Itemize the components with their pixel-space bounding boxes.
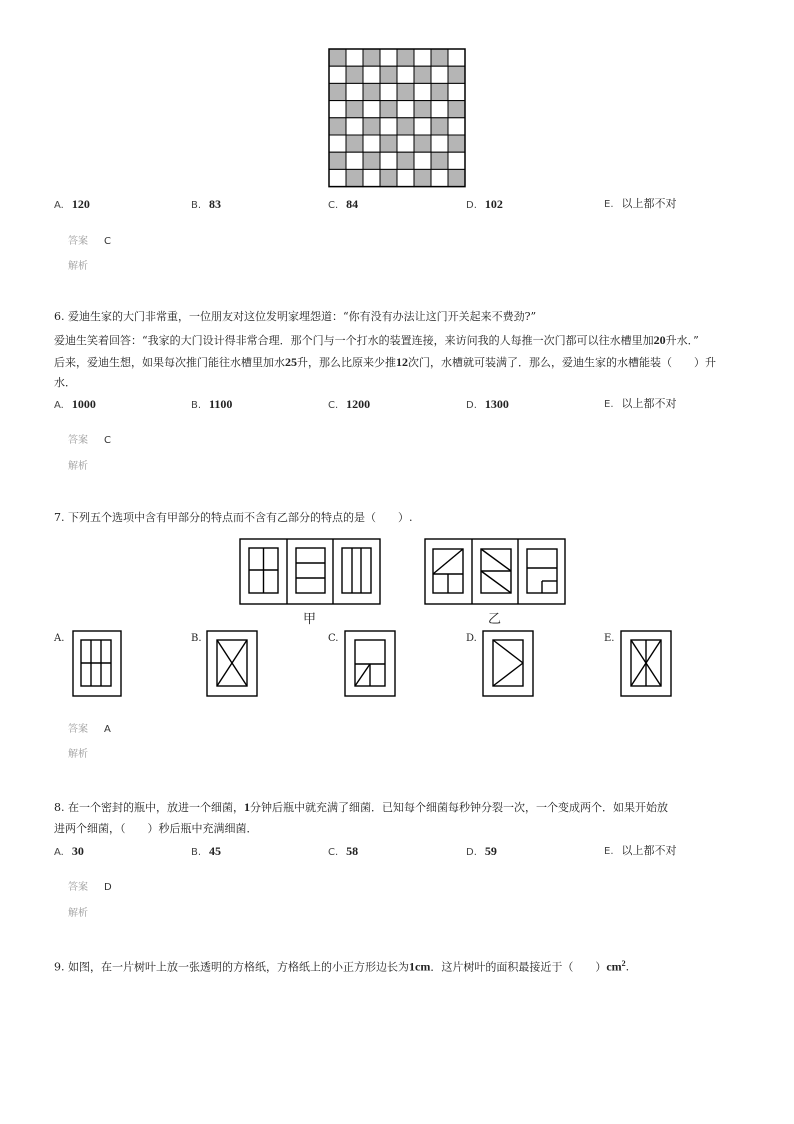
option-value: 30 [71,844,84,858]
q8-stem-line1 [54,798,668,817]
checker-cell [448,152,465,169]
checker-cell [346,169,363,186]
analysis-label: 解析 [68,461,88,472]
text: 后来，爱迪生想，如果每次推门能往水槽里加水 [54,356,285,369]
checker-cell [448,49,465,66]
checker-cell [414,152,431,169]
q7-option-b-figure[interactable] [206,630,258,698]
q8-analysis [68,904,88,919]
jia-cell3-frame [342,548,371,593]
checker-cell [380,66,397,83]
text: 升水．” [665,334,699,347]
q8-option-e[interactable] [604,844,677,859]
checker-cell [397,152,414,169]
q6-option-e[interactable] [604,397,677,412]
checker-cell [431,135,448,152]
number: 25 [285,355,297,369]
text: 升，那么比原来少推 [297,356,396,369]
option-d-line [493,663,523,686]
yi-cell2-line [481,571,511,593]
option-value: 83 [209,197,222,211]
checker-cell [329,152,346,169]
text: ．这片树叶的面积最接近于（ ） [430,960,607,974]
q7-answer [68,720,111,735]
option-value: 1200 [346,397,371,411]
checker-cell [346,135,363,152]
checker-cell [448,66,465,83]
checker-cell [414,83,431,100]
q8-option-d[interactable] [466,844,497,860]
unit: cm [606,959,622,974]
q7-option-d-figure[interactable] [482,630,534,698]
checker-cell [329,101,346,118]
checker-cell [431,152,448,169]
yi-cell2-line [481,549,511,571]
checker-cell [329,118,346,135]
q8-option-a[interactable] [54,844,84,860]
text: . [625,960,630,974]
checker-cell [431,169,448,186]
option-letter: C. [328,200,339,211]
text: 8. 在一个密封的瓶中，放进一个细菌， [54,801,244,814]
answer-value: C [104,435,111,446]
checker-cell [448,101,465,118]
superscript: 2 [621,959,626,968]
checker-cell [380,101,397,118]
checker-cell [448,169,465,186]
q7-option-d-letter: D. [466,633,477,644]
checker-cell [431,83,448,100]
option-d-line [493,640,523,663]
analysis-label: 解析 [68,261,88,272]
checker-cell [431,118,448,135]
option-letter: D. [466,400,477,411]
checker-cell [380,118,397,135]
checker-cell [414,135,431,152]
yi-cell1-line [433,549,463,574]
checker-cell [346,49,363,66]
checker-cell [448,83,465,100]
answer-value: C [104,236,111,247]
checker-cell [380,169,397,186]
option-value: 以上都不对 [621,844,677,857]
option-value: 45 [209,844,222,858]
q8-answer [68,878,112,893]
jia-outer-frame [240,539,380,604]
option-letter: D. [466,847,477,858]
option-value: 58 [346,844,359,858]
checker-cell [363,49,380,66]
option-value: 以上都不对 [621,397,677,410]
answer-label: 答案 [68,882,88,893]
number: 1 [244,800,250,814]
q7-option-c-figure[interactable] [344,630,396,698]
analysis-label: 解析 [68,908,88,919]
checker-cell [397,118,414,135]
q7-option-c-letter: C. [328,633,339,644]
text: 分钟后瓶中就充满了细菌．已知每个细菌每秒钟分裂一次，一个变成两个．如果开始放 [250,801,668,814]
q5-option-e[interactable] [604,197,677,212]
checker-cell [363,83,380,100]
text: 9. 如图，在一片树叶上放一张透明的方格纸，方格纸上的小正方形边长为 [54,960,409,974]
checker-cell [346,118,363,135]
q6-option-b[interactable] [191,397,232,413]
q5-analysis [68,257,88,272]
q5-option-d[interactable] [466,197,503,213]
option-value: 120 [71,197,90,211]
q7-option-a-figure[interactable] [72,630,122,698]
checker-cell [414,66,431,83]
q7-option-e-figure[interactable] [620,630,672,698]
checker-cell [363,101,380,118]
number: 20 [653,333,666,347]
option-value: 102 [484,197,503,211]
checker-cell [414,118,431,135]
option-c-line [355,664,370,686]
q5-option-a[interactable] [54,197,90,213]
checker-cell [431,66,448,83]
checker-cell [448,135,465,152]
q7-label-yi: 乙 [488,612,502,627]
option-letter: E. [604,399,614,410]
analysis-label: 解析 [68,749,88,760]
q7-analysis [68,745,88,760]
option-letter: C. [328,847,339,858]
checker-cell [397,101,414,118]
answer-value: A [104,724,111,735]
option-letter: E. [604,846,614,857]
checker-cell [363,66,380,83]
q7-stem: 7. 下列五个选项中含有甲部分的特点而不含有乙部分的特点的是（ ）. [54,511,413,524]
q8-option-c[interactable] [328,844,358,860]
q6-stem-line2 [54,331,699,350]
option-letter: B. [191,847,202,858]
checker-cell [397,169,414,186]
option-value: 1100 [209,397,233,411]
checker-cell [397,49,414,66]
option-letter: C. [328,400,339,411]
q6-answer [68,431,111,446]
option-d-inner [493,640,523,686]
checker-cell [448,118,465,135]
checker-cell [431,101,448,118]
option-letter: A. [54,847,64,858]
q7-option-a-letter: A. [54,633,65,644]
checker-cell [346,101,363,118]
checker-cell [363,152,380,169]
checker-cell [329,66,346,83]
checker-cell [363,135,380,152]
checker-cell [397,66,414,83]
checker-cell [363,118,380,135]
q8-option-b[interactable] [191,844,221,860]
q5-option-b[interactable] [191,197,221,213]
checker-cell [329,169,346,186]
checker-cell [329,83,346,100]
option-letter: E. [604,199,614,210]
q5-answer [68,232,111,247]
option-value: 1000 [71,397,96,411]
option-value: 1300 [484,397,509,411]
checker-cell [329,49,346,66]
q7-option-b-letter: B. [191,633,202,644]
q5-option-c[interactable] [328,197,358,213]
q7-option-e-letter: E. [604,633,615,644]
checker-cell [414,169,431,186]
q8-stem-line2: 进两个细菌，（ ）秒后瓶中充满细菌． [54,822,258,835]
checker-cell [380,152,397,169]
text: 次门，水槽就可装满了．那么，爱迪生家的水槽能装（ ）升 [408,356,716,369]
answer-label: 答案 [68,724,88,735]
q6-stem-line1: 6. 爱迪生家的大门非常重，一位朋友对这位发明家埋怨道：“你有没有办法让这门开关起来不费劲?” [54,310,537,323]
checker-cell [380,135,397,152]
option-value: 84 [346,197,359,211]
q9-stem [54,955,629,977]
q6-analysis [68,457,88,472]
option-letter: A. [54,200,64,211]
checker-cell [329,135,346,152]
text: 爱迪生笑着回答：“我家的大门设计得非常合理．那个门与一个打水的装置连接，来访问我的人每推一次门都可以往水槽里加 [54,334,654,347]
option-letter: D. [466,200,477,211]
checker-cell [363,169,380,186]
checker-cell [414,49,431,66]
checker-cell [397,135,414,152]
q6-option-c[interactable] [328,397,370,413]
q7-figure-jia [239,538,381,606]
option-letter: B. [191,200,202,211]
checker-cell [346,152,363,169]
checker-cell [414,101,431,118]
answer-value: D [104,882,112,893]
unit: 1cm [409,959,431,974]
checker-cell [346,66,363,83]
q6-stem-line3 [54,353,716,372]
answer-label: 答案 [68,435,88,446]
checker-cell [431,49,448,66]
q7-label-jia: 甲 [303,612,317,627]
option-value: 59 [484,844,497,858]
answer-label: 答案 [68,236,88,247]
q6-option-a[interactable] [54,397,96,413]
checker-cell [380,49,397,66]
jia-cell2-frame [296,548,325,593]
option-value: 以上都不对 [621,197,677,210]
q6-option-d[interactable] [466,397,509,413]
q6-stem-line4: 水． [54,376,76,389]
number: 12 [396,355,408,369]
checker-cell [346,83,363,100]
option-letter: A. [54,400,64,411]
checker-cell [380,83,397,100]
checker-cell [397,83,414,100]
q5-checkerboard-figure [328,48,466,188]
q7-figure-yi [424,538,566,606]
option-letter: B. [191,400,202,411]
